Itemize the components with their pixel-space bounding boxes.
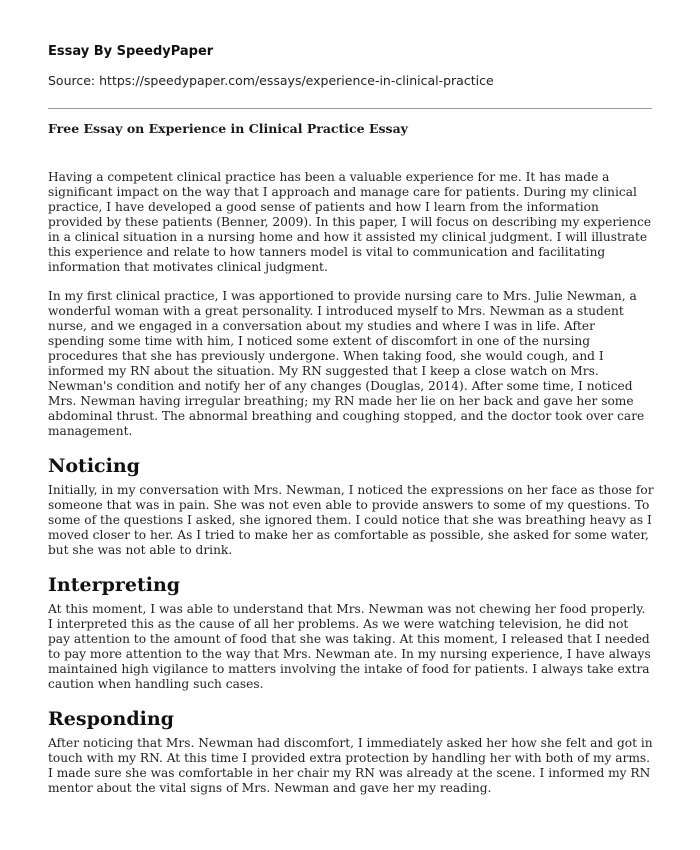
source-line: Source: https://speedypaper.com/essays/experience-in-clinical-practice [48, 73, 494, 88]
section-paragraph-responding: After noticing that Mrs. Newman had discomfort, I immediately asked her how she felt and got in touch with my RN. At this time I provided extra protection by handling her with both of my arms. I made sure she was comfortable in her chair my RN was already at the scene. I informed my RN mentor about the vital signs of Mrs. Newman and gave her my reading. [48, 736, 653, 795]
header-divider [48, 108, 652, 109]
intro-paragraph: Having a competent clinical practice has been a valuable experience for me. It has made a significant impact on the way that I approach and manage care for patients. During my clinical practice, I have developed a good sense of patients and how I learn from the information provided by these patients (Benner, 2009). In this paper, I will focus on describing my experience in a clinical situation in a nursing home and how it assisted my clinical judgment. I will illustrate this experience and relate to how tanners model is vital to communication and facilitating information that motivates clinical judgment. [48, 170, 652, 274]
essay-title: Free Essay on Experience in Clinical Practice Essay [48, 121, 408, 136]
section-heading-interpreting: Interpreting [48, 574, 181, 596]
essay-body [48, 170, 654, 810]
section-paragraph-noticing: Initially, in my conversation with Mrs. Newman, I noticed the expressions on her face as those for someone that was in pain. She was not even able to provide answers to some of my questions. To some of the questions I asked, she ignored them. I could notice that she was breathing heavy as I moved closer to her. As I tried to make her as comfortable as possible, she asked for some water, but she was not able to drink. [48, 483, 654, 557]
site-brand: Essay By SpeedyPaper [48, 44, 214, 59]
intro-paragraph: In my first clinical practice, I was apportioned to provide nursing care to Mrs. Julie Newman, a wonderful woman with a great personality. I introduced myself to Mrs. Newman as a student nurse, and we engaged in a conversation about my studies and where I was in life. After spending some time with him, I noticed some extent of discomfort in one of the nursing procedures that she has previously undergone. When taking food, she would cough, and I informed my RN about the situation. My RN suggested that I keep a close watch on Mrs. Newman's condition and notify her of any changes (Douglas, 2014). After some time, I noticed Mrs. Newman having irregular breathing; my RN made her lie on her back and gave her some abdominal thrust. The abnormal breathing and coughing stopped, and the doctor took over care management. [48, 289, 645, 438]
section-paragraph-interpreting: At this moment, I was able to understand that Mrs. Newman was not chewing her food properly. I interpreted this as the cause of all her problems. As we were watching television, he did not pay attention to the amount of food that she was taking. At this moment, I released that I needed to pay more attention to the way that Mrs. Newman ate. In my nursing experience, I have always maintained high vigilance to matters involving the intake of food for patients. I always take extra caution when handling such cases. [48, 602, 651, 691]
section-heading-responding: Responding [48, 708, 174, 730]
section-heading-noticing: Noticing [48, 455, 140, 477]
